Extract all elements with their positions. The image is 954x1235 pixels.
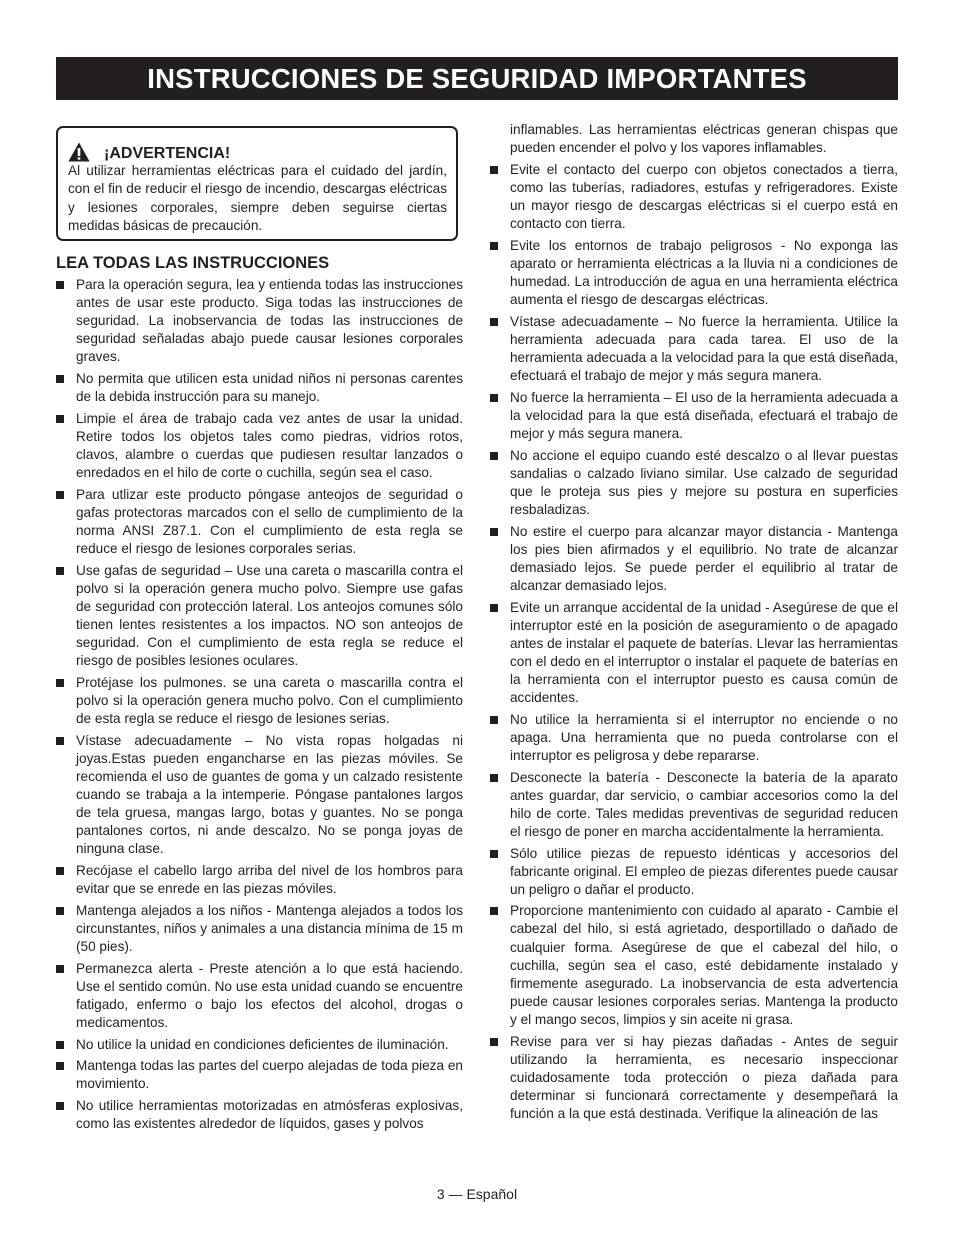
square-bullet-icon bbox=[490, 716, 498, 724]
square-bullet-icon bbox=[56, 415, 64, 423]
page-title: INSTRUCCIONES DE SEGURIDAD IMPORTANTES bbox=[147, 62, 807, 94]
list-item-text: Recójase el cabello largo arriba del nivel de los hombros para evitar que se enrede en las piezas móviles. bbox=[76, 863, 463, 897]
list-item bbox=[56, 1036, 463, 1054]
warning-heading: ¡ADVERTENCIA! bbox=[104, 145, 231, 162]
square-bullet-icon bbox=[490, 604, 498, 612]
list-item-text: No utilice herramientas motorizadas en atmósferas explosivas, como las existentes alrededor de líquidos, gases y polvos bbox=[76, 1098, 463, 1132]
section-heading: LEA TODAS LAS INSTRUCCIONES bbox=[56, 254, 330, 272]
square-bullet-icon bbox=[490, 850, 498, 858]
list-item-text: Permanezca alerta - Preste atención a lo que está haciendo. Use el sentido común. No use esta unidad cuando se encuentre fatigado, enfermo o bajo los efectos del alcohol, drogas o medicamentos. bbox=[76, 960, 463, 1030]
square-bullet-icon bbox=[490, 907, 498, 915]
list-item bbox=[56, 1097, 463, 1133]
square-bullet-icon bbox=[56, 965, 64, 973]
square-bullet-icon bbox=[56, 907, 64, 915]
list-item bbox=[490, 523, 898, 595]
square-bullet-icon bbox=[490, 166, 498, 174]
list-item bbox=[56, 562, 463, 671]
square-bullet-icon bbox=[56, 1102, 64, 1110]
list-item-text: Protéjase los pulmones. se una careta o mascarilla contra el polvo si la operación genera mucho polvo. Con el cumplimiento de esta regla se reduce el riesgo de lesiones serias. bbox=[76, 674, 463, 727]
list-item bbox=[56, 276, 463, 366]
square-bullet-icon bbox=[56, 867, 64, 875]
square-bullet-icon bbox=[490, 528, 498, 536]
list-item bbox=[490, 711, 898, 765]
list-item-text: Mantenga alejados a los niños - Mantenga alejados a todos los circunstantes, niños y animales a una distancia mínima de 15 m (50 pies). bbox=[76, 902, 463, 955]
list-item bbox=[490, 447, 898, 519]
list-item-text: Proporcione mantenimiento con cuidado al aparato - Cambie el cabezal del hilo, si está agrietado, desportillado o dañado de cualquier forma. Asegúrese de que el cabezal del hilo, o cuchilla, según sea el caso, esté debidamente instalado y firmemente asegurado. La inobservancia de esta advertencia puede causar lesiones corporales serias. Mantenga la producto y el mango secos, limpios y sin aceite ni grasa. bbox=[510, 903, 898, 1027]
left-instruction-list bbox=[56, 276, 463, 1133]
list-item-text: Sólo utilice piezas de repuesto idénticas y accesorios del fabricante original. El empleo de piezas diferentes puede causar un peligro o dañar el producto. bbox=[510, 845, 898, 897]
list-item bbox=[490, 599, 898, 708]
list-item-text: No utilice la unidad en condiciones deficientes de iluminación. bbox=[76, 1036, 449, 1052]
square-bullet-icon bbox=[56, 737, 64, 745]
list-item bbox=[490, 769, 898, 841]
list-item bbox=[490, 1033, 898, 1123]
list-item bbox=[490, 902, 898, 1029]
warning-box bbox=[56, 126, 458, 241]
square-bullet-icon bbox=[56, 567, 64, 575]
square-bullet-icon bbox=[56, 1041, 64, 1049]
list-item bbox=[56, 902, 463, 956]
square-bullet-icon bbox=[490, 394, 498, 402]
warning-text: Al utilizar herramientas eléctricas para el cuidado del jardín, con el fin de reducir el riesgo de incendio, descargas eléctricas y lesiones corporales, siempre deben seguirse ciertas medidas básicas de precaución. bbox=[68, 163, 447, 233]
square-bullet-icon bbox=[490, 774, 498, 782]
list-item-text: Vístase adecuadamente – No fuerce la herramienta. Utilice la herramienta adecuada para cada tarea. El uso de la herramienta adecuada a la velocidad para la que está diseñada, efectuará el trabajo de mejor y más segura manera. bbox=[510, 313, 898, 383]
square-bullet-icon bbox=[56, 281, 64, 289]
square-bullet-icon bbox=[56, 375, 64, 383]
warning-triangle-icon bbox=[68, 142, 90, 162]
list-item bbox=[56, 732, 463, 859]
list-item-text: Evite el contacto del cuerpo con objetos conectados a tierra, como las tuberías, radiadores, estufas y refrigeradores. Existe un mayor riesgo de descargas eléctricas si el cuerpo está en contacto con tierra. bbox=[510, 161, 898, 232]
list-item-text: No permita que utilicen esta unidad niños ni personas carentes de la debida instrucción para su manejo. bbox=[76, 371, 463, 405]
page-footer: 3 — Español bbox=[436, 1186, 518, 1202]
list-item bbox=[490, 389, 898, 443]
list-item-text: No accione el equipo cuando esté descalzo o al llevar puestas sandalias o calzado liviano similar. Use calzado de seguridad que le proteja sus pies y mejore su postura en superficies resbaladizas. bbox=[510, 447, 898, 517]
square-bullet-icon bbox=[490, 318, 498, 326]
list-item bbox=[56, 960, 463, 1032]
right-instruction-list bbox=[490, 161, 898, 1123]
left-column bbox=[56, 253, 463, 1137]
right-column bbox=[490, 121, 898, 1127]
list-item bbox=[56, 410, 463, 482]
list-item-text: Evite un arranque accidental de la unidad - Asegúrese de que el interruptor esté en la posición de aseguramiento o de apagado antes de instalar el paquete de baterías. Llevar las herramientas con el dedo en el interruptor o instalar el paquete de baterías en la herramienta con el interruptor puesto es causa común de accidentes. bbox=[510, 599, 898, 705]
square-bullet-icon bbox=[490, 242, 498, 250]
list-item-text: No estire el cuerpo para alcanzar mayor distancia - Mantenga los pies bien afirmados y el equilibrio. No trate de alcanzar demasiado lejos. Se puede perder el equilibrio al tratar de alcanzar demasiado lejos. bbox=[510, 523, 898, 593]
square-bullet-icon bbox=[56, 679, 64, 687]
list-item-text: Vístase adecuadamente – No vista ropas holgadas ni joyas.Estas pueden engancharse en las piezas móviles. Se recomienda el uso de guantes de goma y un calzado resistente cuando se trabaja a la intemperie. Póngase pantalones largos de tela gruesa, mangas largo, botas y guantes. No se ponga pantalones cortos, ni ande descalzo. No se ponga joyas de ninguna clase. bbox=[76, 732, 463, 857]
list-item-text: Use gafas de seguridad – Use una careta o mascarilla contra el polvo si la operación genera mucho polvo. Siempre use gafas de seguridad con protección lateral. Los anteojos comunes sólo tienen lentes resistentes a los impactos. NO son anteojos de seguridad. Con el cumplimiento de esta regla se reduce el riesgo de posibles lesiones oculares. bbox=[76, 562, 463, 669]
list-item-text: Para utlizar este producto póngase anteojos de seguridad o gafas protectoras marcados con el sello de cumplimiento de la norma ANSI Z87.1. Con el cumplimiento de esta regla se reduce el riesgo de lesiones corporales serias. bbox=[76, 486, 463, 557]
square-bullet-icon bbox=[56, 491, 64, 499]
list-item bbox=[56, 862, 463, 898]
warning-header bbox=[68, 142, 447, 162]
square-bullet-icon bbox=[490, 452, 498, 460]
square-bullet-icon bbox=[56, 1062, 64, 1070]
list-item-text: Mantenga todas las partes del cuerpo alejadas de toda pieza en movimiento. bbox=[76, 1058, 463, 1092]
list-item bbox=[56, 486, 463, 558]
list-item-text: Desconecte la batería - Desconecte la batería de la aparato antes guardar, dar servicio, o cambiar accesorios como la del hilo de corte. Tales medidas preventivas de seguridad reducen el riesgo de poner en marcha accidentalmente la herramienta. bbox=[510, 769, 898, 839]
list-item bbox=[490, 313, 898, 385]
list-item-text: No utilice la herramienta si el interruptor no enciende o no apaga. Una herramienta que no pueda controlarse con el interruptor es peligrosa y debe repararse. bbox=[510, 711, 898, 763]
list-item-text: Evite los entornos de trabajo peligrosos - No exponga las aparato or herramienta eléctricas a la lluvia ni a condiciones de humedad. La introducción de agua en una herramienta eléctrica aumenta el riesgo de descargas eléctricas. bbox=[510, 237, 898, 308]
list-item-text: No fuerce la herramienta – El uso de la herramienta adecuada a la velocidad para la que está diseñada, efectuará el trabajo de mejor y más segura manera. bbox=[510, 389, 898, 441]
list-item bbox=[490, 845, 898, 899]
page-title-banner bbox=[56, 57, 898, 100]
continued-text: inflamables. Las herramientas eléctricas generan chispas que pueden encender el polvo y los vapores inflamables. bbox=[510, 122, 898, 156]
list-item bbox=[56, 674, 463, 728]
list-item bbox=[490, 161, 898, 233]
list-item bbox=[56, 370, 463, 406]
list-item-text: Revise para ver si hay piezas dañadas - Antes de seguir utilizando la herramienta, es necesario inspeccionar cuidadosamente toda protección o pieza dañada para determinar si funcionará correctamente y desempeñará la función a la que está destinada. Verifique la alineación de las bbox=[510, 1033, 898, 1121]
list-item-text: Para la operación segura, lea y entienda todas las instrucciones antes de usar este producto. Siga todas las instrucciones de seguridad. La inobservancia de todas las instrucciones de seguridad señaladas abajo puede causar lesiones corporales graves. bbox=[76, 277, 463, 365]
list-item-text: Limpie el área de trabajo cada vez antes de usar la unidad. Retire todos los objetos tales como piedras, vidrios rotos, clavos, alambre o cuerdas que pudiesen resultar lanzados o enredados en el hilo de corte o cuchilla, según sea el caso. bbox=[76, 410, 463, 481]
list-item bbox=[490, 237, 898, 309]
list-item bbox=[56, 1057, 463, 1093]
square-bullet-icon bbox=[490, 1038, 498, 1046]
